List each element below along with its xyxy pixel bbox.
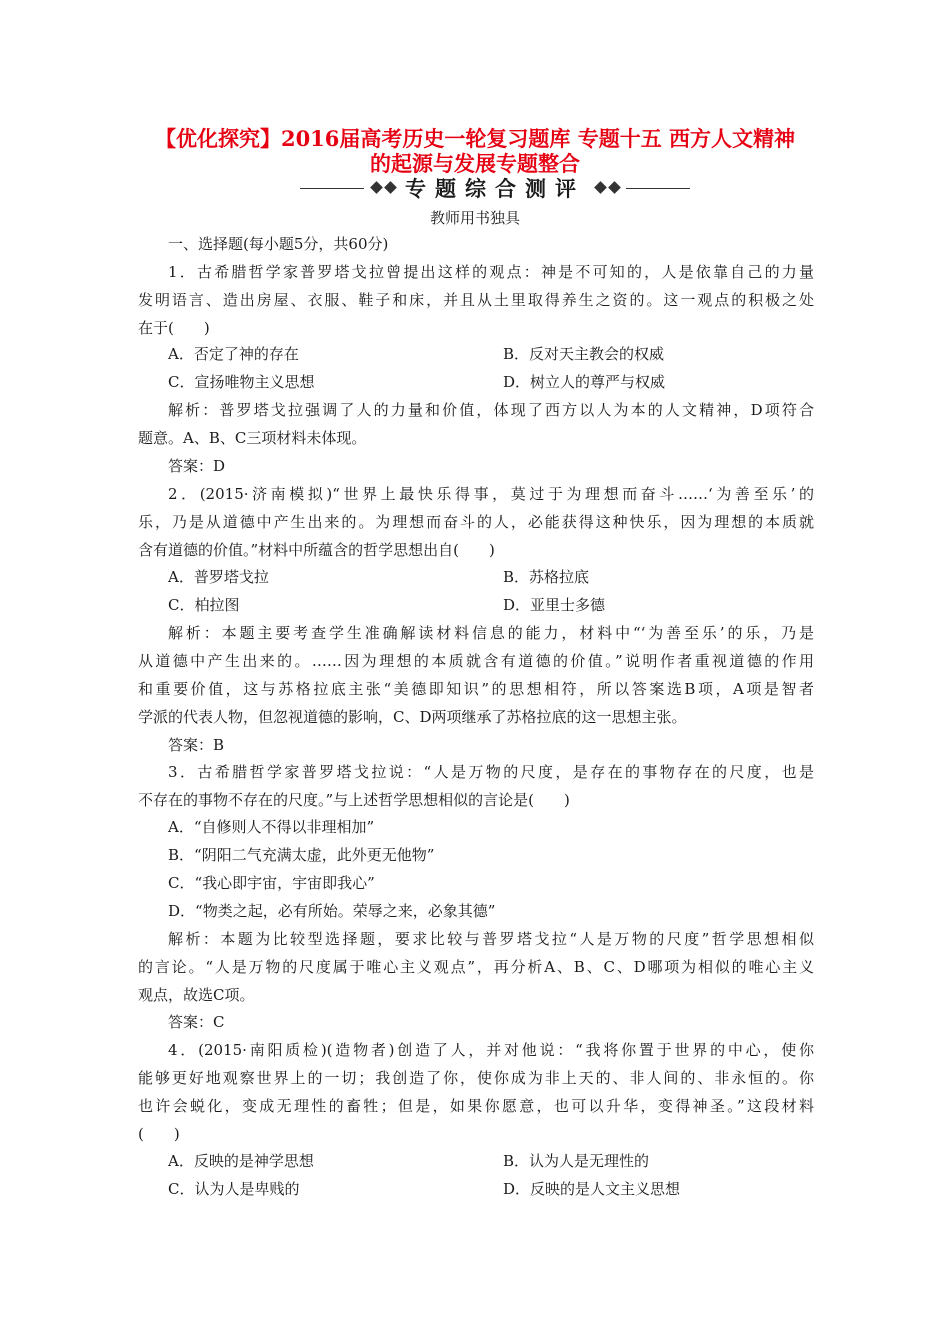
question-1-analysis: 题意。A、B、C三项材料未体现。 xyxy=(138,429,367,447)
question-3-option-a: A．“自修则人不得以非理相加” xyxy=(168,818,375,836)
question-1-text: 发明语言、造出房屋、衣服、鞋子和床，并且从土里取得养生之资的。这一观点的积极之处 xyxy=(138,291,814,309)
question-1-option-b: B．反对天主教会的权威 xyxy=(503,345,665,363)
question-2-text: 2．(2015·济南模拟)“世界上最快乐得事，莫过于为理想而奋斗……‘为善至乐’的 xyxy=(168,485,814,503)
question-2-text: 含有道德的价值。”材料中所蕴含的哲学思想出自( ) xyxy=(138,541,495,559)
question-2-option-d: D．亚里士多德 xyxy=(503,596,606,614)
question-3-text: 不存在的事物不存在的尺度。”与上述哲学思想相似的言论是( ) xyxy=(138,791,570,809)
question-1-answer: 答案：D xyxy=(168,457,226,475)
question-2-option-c: C．柏拉图 xyxy=(168,596,240,614)
question-3-answer: 答案：C xyxy=(168,1013,225,1031)
question-2-option-a: A．普罗塔戈拉 xyxy=(168,568,269,586)
question-1-text: 在于( ) xyxy=(138,319,210,337)
question-2-text: 乐，乃是从道德中产生出来的。为理想而奋斗的人，必能获得这种快乐，因为理想的本质就 xyxy=(138,513,814,531)
question-3-analysis: 解析：本题为比较型选择题，要求比较与普罗塔戈拉“人是万物的尺度”哲学思想相似 xyxy=(168,930,814,948)
question-3-option-d: D．“物类之起，必有所始。荣辱之来，必象其德” xyxy=(168,902,496,920)
question-3-text: 3．古希腊哲学家普罗塔戈拉说：“人是万物的尺度，是存在的事物存在的尺度，也是 xyxy=(168,763,814,781)
question-3-analysis: 的言论。“人是万物的尺度属于唯心主义观点”，再分析A、B、C、D哪项为相似的唯心主义 xyxy=(138,958,814,976)
question-4-option-b: B．认为人是无理性的 xyxy=(503,1152,650,1170)
teacher-note: 教师用书独具 xyxy=(429,209,520,227)
banner-right-rule xyxy=(626,188,690,189)
question-1-analysis: 解析：普罗塔戈拉强调了人的力量和价值，体现了西方以人为本的人文精神，D项符合 xyxy=(168,401,814,419)
question-1-option-c: C．宣扬唯物主义思想 xyxy=(168,373,315,391)
question-4-text: ( ) xyxy=(138,1125,180,1143)
question-2-analysis: 从道德中产生出来的。……因为理想的本质就含有道德的价值。”说明作者重视道德的作用 xyxy=(138,652,814,670)
question-3-option-c: C．“我心即宇宙，宇宙即我心” xyxy=(168,874,375,892)
question-1-option-d: D．树立人的尊严与权威 xyxy=(503,373,666,391)
question-1-text: 1．古希腊哲学家普罗塔戈拉曾提出这样的观点：神是不可知的，人是依靠自己的力量 xyxy=(168,263,814,281)
question-4-option-c: C．认为人是卑贱的 xyxy=(168,1180,300,1198)
document-title-line-2: 的起源与发展专题整合 xyxy=(370,151,580,176)
banner-heading: 专题综合测评 xyxy=(405,176,585,201)
question-1-option-a: A．否定了神的存在 xyxy=(168,345,299,363)
question-2-analysis: 学派的代表人物，但忽视道德的影响，C、D两项继承了苏格拉底的这一思想主张。 xyxy=(138,708,687,726)
question-3-analysis: 观点，故选C项。 xyxy=(138,986,255,1004)
question-2-option-b: B．苏格拉底 xyxy=(503,568,590,586)
section-banner xyxy=(300,176,690,204)
question-2-analysis: 和重要价值，这与苏格拉底主张“美德即知识”的思想相符，所以答案选B项，A项是智者 xyxy=(138,680,814,698)
question-4-text: 能够更好地观察世界上的一切；我创造了你，使你成为非上天的、非人间的、非永恒的。你 xyxy=(138,1069,814,1087)
question-2-analysis: 解析：本题主要考查学生准确解读材料信息的能力，材料中“‘为善至乐’的乐，乃是 xyxy=(168,624,814,642)
question-4-text: 4．(2015·南阳质检)(造物者)创造了人，并对他说：“我将你置于世界的中心，使你 xyxy=(168,1041,814,1059)
question-2-answer: 答案：B xyxy=(168,736,225,754)
question-4-option-a: A．反映的是神学思想 xyxy=(168,1152,314,1170)
question-3-option-b: B．“阴阳二气充满太虚，此外更无他物” xyxy=(168,846,435,864)
document-title-line-1: 【优化探究】2016届高考历史一轮复习题库 专题十五 西方人文精神 xyxy=(154,126,796,151)
question-4-text: 也许会蜕化，变成无理性的畜牲；但是，如果你愿意，也可以升华，变得神圣。”这段材料 xyxy=(138,1097,814,1115)
question-4-option-d: D．反映的是人文主义思想 xyxy=(503,1180,681,1198)
section-heading: 一、选择题(每小题5分，共60分) xyxy=(168,235,389,253)
